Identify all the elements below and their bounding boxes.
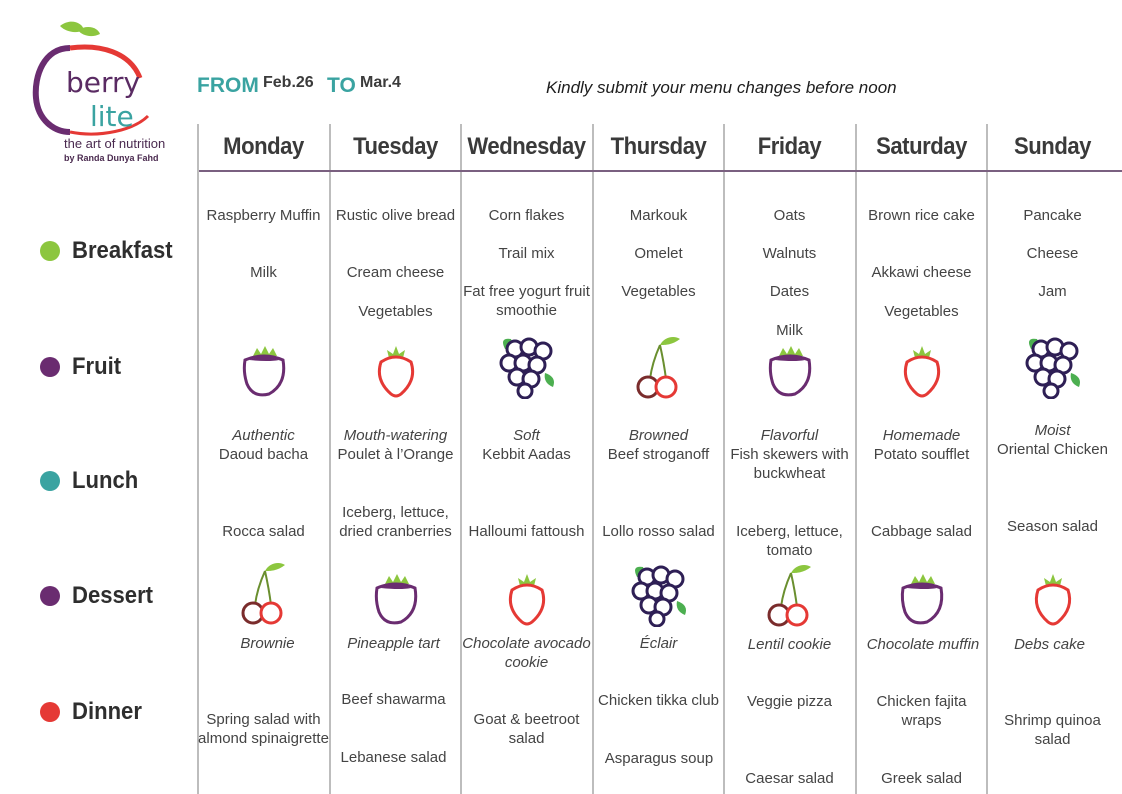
to-label: TO bbox=[327, 74, 356, 97]
lunch-dish: Potato soufflet bbox=[873, 446, 970, 463]
day-header-thursday: Thursday bbox=[610, 133, 707, 160]
lunch-descriptor: Homemade bbox=[882, 427, 961, 444]
header-divider bbox=[199, 170, 1122, 172]
breakfast-item: Brown rice cake bbox=[868, 207, 975, 224]
lunch-descriptor: Authentic bbox=[232, 427, 295, 444]
dinner-item: Lebanese salad bbox=[340, 749, 447, 766]
lunch-side: Cabbage salad bbox=[871, 523, 972, 540]
plum-icon bbox=[330, 566, 461, 630]
cherry-icon bbox=[593, 334, 724, 398]
breakfast-item: Corn flakes bbox=[488, 207, 565, 224]
breakfast-item: Cheese bbox=[1026, 245, 1079, 262]
fruit-dot-icon bbox=[40, 357, 60, 377]
plum-icon bbox=[724, 338, 855, 402]
category-dessert bbox=[40, 581, 160, 611]
day-header-friday: Friday bbox=[757, 133, 822, 160]
category-fruit bbox=[40, 352, 125, 382]
category-label: Lunch bbox=[72, 467, 139, 494]
category-breakfast bbox=[40, 236, 181, 266]
from-date: Feb.26 bbox=[263, 74, 314, 91]
day-header-wednesday: Wednesday bbox=[467, 133, 586, 160]
lunch-side: Rocca salad bbox=[222, 523, 305, 540]
logo-word-lite: lite bbox=[90, 100, 134, 133]
lunch-dish: Kebbit Aadas bbox=[482, 446, 571, 463]
dinner-item: Shrimp quinoa salad bbox=[1004, 712, 1101, 748]
breakfast-item: Vegetables bbox=[884, 303, 959, 320]
category-lunch bbox=[40, 466, 144, 496]
day-header-sunday: Sunday bbox=[1014, 133, 1091, 160]
breakfast-item: Jam bbox=[1038, 283, 1067, 300]
day-header-monday: Monday bbox=[223, 133, 304, 160]
category-label: Fruit bbox=[72, 353, 122, 380]
breakfast-item: Vegetables bbox=[621, 283, 696, 300]
strawberry-icon bbox=[461, 566, 592, 630]
lunch-side: Season salad bbox=[1007, 518, 1098, 535]
logo-author: by Randa Dunya Fahd bbox=[64, 153, 159, 163]
lunch-side: Lollo rosso salad bbox=[602, 523, 715, 540]
category-label: Dessert bbox=[72, 582, 154, 609]
dinner-item: Spring salad with almond spinaigrette bbox=[198, 711, 329, 747]
plum-icon bbox=[856, 566, 987, 630]
category-dinner bbox=[40, 697, 148, 727]
lunch-dish: Daoud bacha bbox=[218, 446, 309, 463]
strawberry-icon bbox=[330, 338, 461, 402]
breakfast-item: Cream cheese bbox=[346, 264, 445, 281]
lunch-dish: Beef stroganoff bbox=[607, 446, 710, 463]
grapes-icon bbox=[593, 562, 724, 626]
lunch-descriptor: Mouth-watering bbox=[343, 427, 448, 444]
lunch-dot-icon bbox=[40, 471, 60, 491]
from-label: FROM bbox=[197, 74, 259, 97]
breakfast-item: Milk bbox=[776, 322, 803, 339]
grapes-icon bbox=[461, 334, 592, 398]
dessert-item: Debs cake bbox=[1014, 636, 1085, 653]
dinner-dot-icon bbox=[40, 702, 60, 722]
day-header-saturday: Saturday bbox=[876, 133, 967, 160]
day-header-tuesday: Tuesday bbox=[353, 133, 438, 160]
lunch-descriptor: Flavorful bbox=[760, 427, 819, 444]
breakfast-item: Markouk bbox=[629, 207, 688, 224]
dinner-item: Asparagus soup bbox=[604, 750, 714, 767]
lunch-descriptor: Soft bbox=[513, 427, 540, 444]
dessert-item: Pineapple tart bbox=[347, 635, 440, 652]
dessert-item: Chocolate avocado cookie bbox=[462, 635, 591, 671]
lunch-dish: Oriental Chicken bbox=[997, 441, 1108, 458]
breakfast-dot-icon bbox=[40, 241, 60, 261]
category-label: Breakfast bbox=[72, 237, 173, 264]
breakfast-item: Pancake bbox=[1023, 207, 1082, 224]
breakfast-item: Dates bbox=[769, 283, 810, 300]
breakfast-item: Walnuts bbox=[762, 245, 817, 262]
category-label: Dinner bbox=[72, 698, 142, 725]
submission-note: Kindly submit your menu changes before noon bbox=[546, 78, 897, 97]
breakfast-item: Raspberry Muffin bbox=[206, 207, 321, 224]
breakfast-item: Trail mix bbox=[498, 245, 555, 262]
breakfast-item: Omelet bbox=[634, 245, 683, 262]
breakfast-item: Milk bbox=[250, 264, 277, 281]
lunch-side: Iceberg, lettuce, tomato bbox=[736, 523, 843, 559]
breakfast-item: Fat free yogurt fruit smoothie bbox=[463, 283, 590, 319]
dinner-item: Veggie pizza bbox=[746, 693, 833, 710]
logo-word-berry: berry bbox=[66, 66, 141, 99]
cherry-icon bbox=[198, 560, 329, 624]
dinner-item: Goat & beetroot salad bbox=[473, 711, 580, 747]
dinner-item: Chicken fajita wraps bbox=[876, 693, 967, 729]
dinner-item: Chicken tikka club bbox=[598, 692, 719, 709]
dinner-item: Greek salad bbox=[881, 770, 962, 787]
to-date: Mar.4 bbox=[360, 74, 401, 91]
breakfast-item: Oats bbox=[773, 207, 806, 224]
grapes-icon bbox=[987, 334, 1118, 398]
lunch-descriptor: Moist bbox=[1034, 422, 1071, 439]
logo-tagline: the art of nutrition bbox=[64, 136, 166, 151]
lunch-side: Halloumi fattoush bbox=[468, 523, 585, 540]
dessert-dot-icon bbox=[40, 586, 60, 606]
lunch-descriptor: Browned bbox=[628, 427, 689, 444]
breakfast-item: Rustic olive bread bbox=[335, 207, 456, 224]
lunch-dish: Fish skewers with buckwheat bbox=[730, 446, 849, 482]
dessert-item: Lentil cookie bbox=[747, 636, 832, 653]
breakfast-item: Vegetables bbox=[358, 303, 433, 320]
lunch-dish: Poulet à l’Orange bbox=[337, 446, 454, 463]
dessert-item: Chocolate muffin bbox=[866, 636, 980, 653]
cherry-icon bbox=[724, 562, 855, 626]
dessert-item: Éclair bbox=[639, 635, 678, 652]
dinner-item: Beef shawarma bbox=[341, 691, 446, 708]
strawberry-icon bbox=[987, 566, 1118, 630]
dinner-item: Caesar salad bbox=[745, 770, 834, 787]
plum-icon bbox=[198, 338, 329, 402]
strawberry-icon bbox=[856, 338, 987, 402]
breakfast-item: Akkawi cheese bbox=[871, 264, 972, 281]
dessert-item: Brownie bbox=[240, 635, 295, 652]
lunch-side: Iceberg, lettuce, dried cranberries bbox=[339, 504, 452, 540]
